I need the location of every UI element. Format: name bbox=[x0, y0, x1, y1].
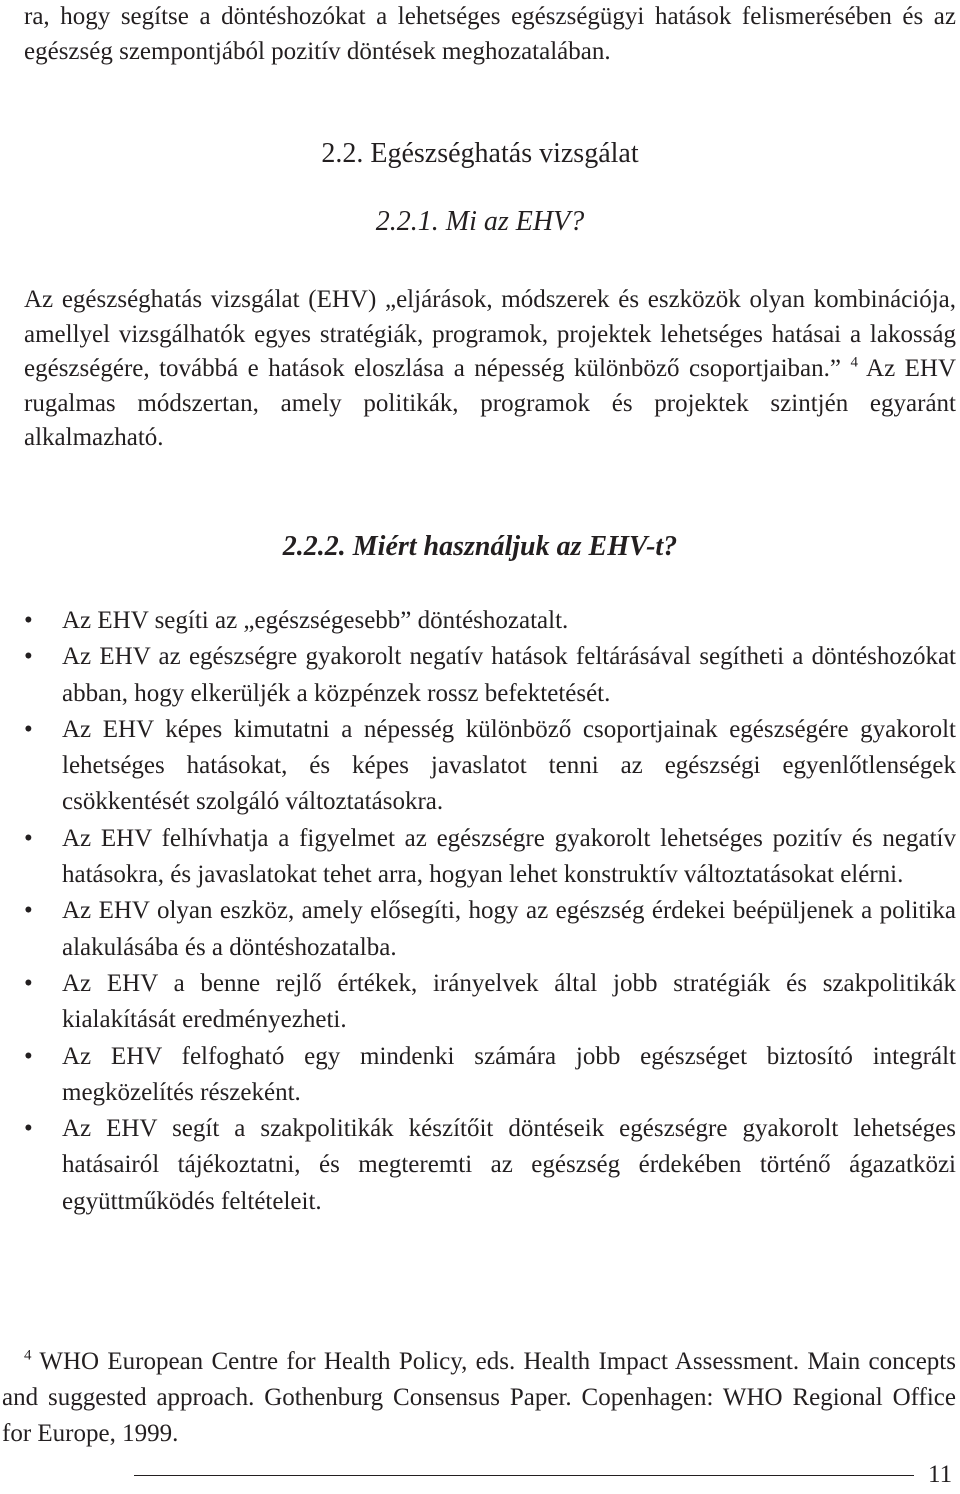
page-number: 11 bbox=[928, 1461, 953, 1488]
subsection-heading-what: 2.2.1. Mi az EHV? bbox=[375, 206, 585, 237]
ehv-definition-paragraph bbox=[24, 283, 956, 456]
intro-text: ra, hogy segítse a döntéshozókat a lehetséges egészségügyi hatások felismerésében és az egészség szempontjából pozitív döntések meghozatalában. bbox=[24, 3, 956, 65]
reasons-list bbox=[24, 603, 956, 1220]
ehv-definition-text: Az egészséghatás vizsgálat (EHV) „eljárások, módszerek és eszközök olyan kombinációja, amellyel vizsgálhatók egyes stratégiák, programok, projektek lehetséges hatásai a lakosság egészségére, továbbá e hatások eloszlása a népesség különböző csoportjaiban.” bbox=[24, 286, 956, 382]
footnote-number: 4 bbox=[24, 1347, 32, 1364]
list-item: • Az EHV felhívhatja a figyelmet az egészségre gyakorolt lehetséges pozitív és negatív hatásokra, és javaslatokat tehet arra, hogyan lehet konstruktív változtatásokat elérni. bbox=[24, 821, 956, 894]
list-item: • Az EHV képes kimutatni a népesség különböző csoportjainak egészségére gyakorolt lehetséges hatásokat, és képes javaslatot tenni az egészségi egyenlőtlenségek csökkentését szolgáló változtatásokra. bbox=[24, 712, 956, 821]
list-item: • Az EHV segít a szakpolitikák készítőit döntéseik egészségre gyakorolt lehetséges hatásairól tájékoztatni, és megteremti az egészség érdekében történő ágazatközi együttműködés feltételeit. bbox=[24, 1111, 956, 1220]
subsection-heading-why: 2.2.2. Miért használjuk az EHV-t? bbox=[282, 531, 678, 562]
footer-rule bbox=[134, 1475, 914, 1476]
ehv-flexibility-text: Az EHV rugalmas módszertan, amely politikák, programok és projektek szintjén egyaránt alkalmazható. bbox=[24, 355, 956, 451]
list-item: • Az EHV felfogható egy mindenki számára jobb egészséget biztosító integrált megközelítés részeként. bbox=[24, 1039, 956, 1112]
list-item: • Az EHV segíti az „egészségesebb” döntéshozatalt. bbox=[24, 603, 956, 639]
footnote bbox=[2, 1344, 956, 1452]
list-item: • Az EHV a benne rejlő értékek, irányelvek által jobb stratégiák és szakpolitikák kialakítását eredményezheti. bbox=[24, 966, 956, 1039]
section-heading: 2.2. Egészséghatás vizsgálat bbox=[321, 138, 639, 169]
footnote-marker bbox=[2, 1348, 32, 1375]
intro-paragraph bbox=[24, 0, 956, 69]
footnote-text: WHO European Centre for Health Policy, eds. Health Impact Assessment. Main concepts and suggested approach. Gothenburg Consensus Paper. Copenhagen: WHO Regional Office for Europe, 1999. bbox=[2, 1348, 956, 1447]
list-item: • Az EHV olyan eszköz, amely elősegíti, hogy az egészség érdekei beépüljenek a politika alakulásába és a döntéshozatalba. bbox=[24, 893, 956, 966]
footnote-reference[interactable]: 4 bbox=[850, 354, 858, 371]
list-item: • Az EHV az egészségre gyakorolt negatív hatások feltárásával segítheti a döntéshozókat abban, hogy elkerüljék a közpénzek rossz befektetését. bbox=[24, 639, 956, 712]
